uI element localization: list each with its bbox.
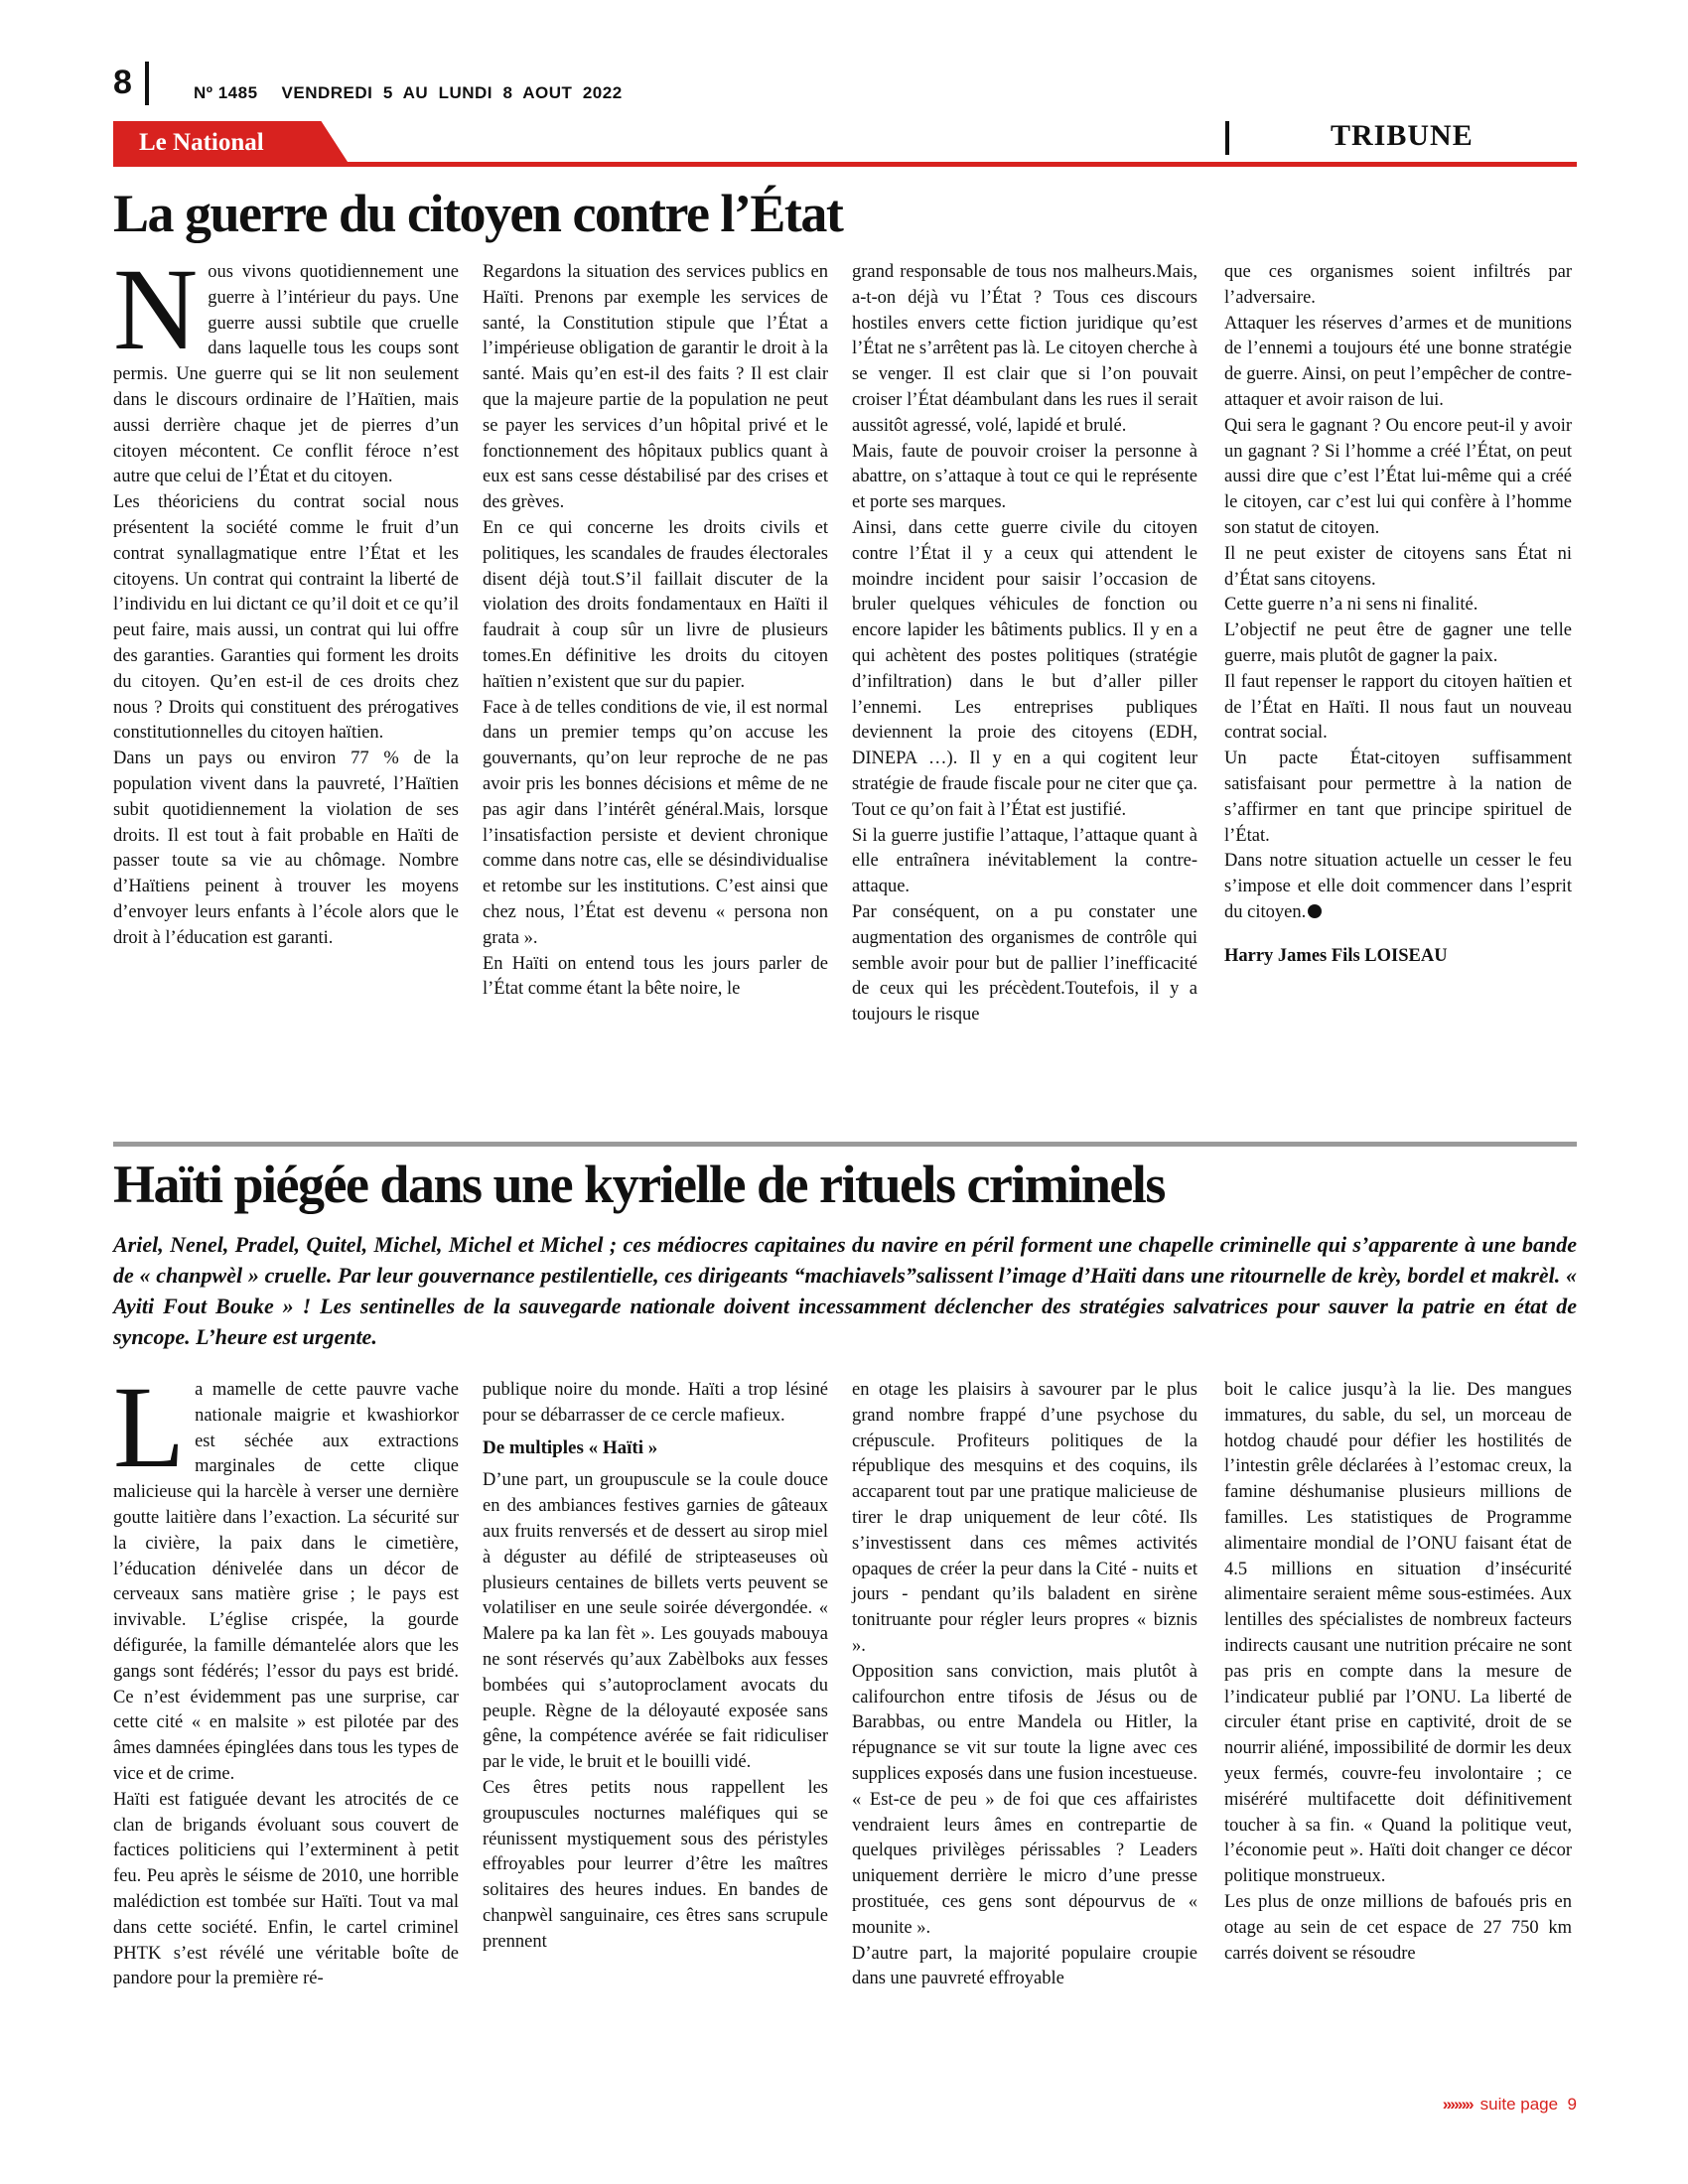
continuation-arrows-icon: »»»» bbox=[1442, 2095, 1473, 2114]
subheading: De multiples « Haïti » bbox=[483, 1436, 658, 1458]
paragraph: Un pacte État-citoyen suffisamment satisfaisant pour permettre à la nation de s’affirmer en tant que principe spirituel de l’État. bbox=[1224, 749, 1572, 846]
paragraph: Il faut repenser le rapport du citoyen haïtien et de l’État en Haïti. Il nous faut un nouveau contrat social. bbox=[1224, 671, 1572, 744]
paragraph: Qui sera le gagnant ? Ou encore peut-il y avoir un gagnant ? Si l’homme a créé l’État, on peut aussi dire que c’est l’État lui-même qui a créé le citoyen, car c’est lui qui confère à l’homme son statut de citoyen. bbox=[1224, 415, 1572, 538]
paragraph: Dans notre situation actuelle un cesser le feu s’impose et elle doit commencer dans l’esprit du citoyen. bbox=[1224, 851, 1572, 922]
article2-column-3 bbox=[852, 1378, 1197, 1992]
author-signature: Harry James Fils LOISEAU bbox=[1224, 945, 1448, 966]
drop-cap: L bbox=[113, 1362, 186, 1492]
section-divider bbox=[1225, 121, 1229, 155]
paragraph: Attaquer les réserves d’armes et de munitions de l’ennemi a toujours été une bonne stratégie de guerre. Ainsi, on peut l’empêcher de contre-attaquer et avoir raison de lui. bbox=[1224, 313, 1572, 410]
section-label: TRIBUNE bbox=[1331, 119, 1474, 152]
paragraph: D’une part, un groupuscule se la coule douce en des ambiances festives garnies de gâteaux aux fruits renversés et de dessert au sirop miel à déguster au défilé de stripteaseuses où plusieurs centaines de billets verts peuvent se volatiliser en une seule soirée dévergondée. « Malere pa ka lan fèt ». Les gouyads mabouya ne sont réservés qu’aux Zabèlboks aux fesses bombées qui s’autoproclament avocats du peuple. Règne de la déloyauté exposée sans gêne, la compétence avérée se fait ridiculiser par le vide, le bruit et le bouilli vidé. bbox=[483, 1470, 828, 1773]
article1-column-4 bbox=[1224, 260, 1572, 970]
paragraph: La mamelle de cette pauvre vache nationale maigrie et kwashiorkor est séchée aux extractions marginales de cette clique malicieuse qui la harcèle à verser une dernière goutte laitière dans l’exaction. La sécurité sur la civière, la paix dans le cimetière, l’éducation dénivelée dans un décor de cerveaux sans matière grise ; le pays est invivable. L’église crispée, la gourde défigurée, la famille démantelée alors que les gangs sont fédérés; l’essor du pays est bridé. Ce n’est évidemment pas une surprise, car cette cité « en malsite » est pilotée par des âmes damnées épinglées dans tous les types de vice et de crime. bbox=[113, 1362, 459, 1784]
continuation-page: 9 bbox=[1567, 2095, 1577, 2114]
paragraph: Cette guerre n’a ni sens ni finalité. bbox=[1224, 595, 1478, 615]
article-title: Haïti piégée dans une kyrielle de rituels criminels bbox=[113, 1155, 1165, 1214]
paragraph: Il ne peut exister de citoyens sans État ni d’État sans citoyens. bbox=[1224, 543, 1572, 590]
end-of-article-icon bbox=[1308, 904, 1322, 918]
article2-column-2 bbox=[483, 1378, 828, 1956]
paragraph: Les plus de onze millions de bafoués pris en otage au sein de cet espace de 27 750 km carrés doivent se résoudre bbox=[1224, 1891, 1572, 1964]
paragraph: En ce qui concerne les droits civils et politiques, les scandales de fraudes électorales disent déjà tout.S’il faillait discuter de la violation des droits fondamentaux en Haïti il faudrait à coup sûr un livre de plusieurs tomes.En définitive les droits du citoyen haïtien n’existent que sur du papier. bbox=[483, 517, 828, 692]
article-title: La guerre du citoyen contre l’État bbox=[113, 184, 843, 243]
article-lead: Ariel, Nenel, Pradel, Quitel, Michel, Michel et Michel ; ces médiocres capitaines du navire en péril forment une chapelle criminelle qui s’apparente à une bande de « chanpwèl » cruelle. Par leur gouvernance pestilentielle, ces dirigeants “machiavels”salissent l’image d’Haïti dans une ritournelle de krèy, bordel et makrèl. « Ayiti Fout Bouke » ! Les sentinelles de la sauvegarde nationale doivent incessamment déclencher des stratégies salvatrices pour sauver la patrie en état de syncope. L’heure est urgente. bbox=[113, 1232, 1577, 1349]
paragraph: Si la guerre justifie l’attaque, l’attaque quant à elle entraînera inévitablement la contre-attaque. bbox=[852, 825, 1197, 897]
paragraph: boit le calice jusqu’à la lie. Des mangues immatures, du sable, du sel, un morceau de hotdog chaudé pour défier les hostilités de l’intestin grêle déclarées à l’estomac creux, la famine déshumanise plusieurs millions de familles. Les statistiques de Programme alimentaire mondial de l’ONU faisant état de 4.5 millions en situation d’insécurité alimentaire seraient même sous-estimées. Aux lentilles des spécialistes de nombreux facteurs indirects causant une nutrition précaire ne sont pas pris en compte dans la mesure de l’indicateur publié par l’ONU. La liberté de circuler étant prise en captivité, droit de se nourrir aliéné, impossibilité de dormir les deux yeux fermés, couvre-feu involontaire ; ce miséréré multifacette doit définitivement toucher à sa fin. « Quand la politique veut, l’économie peut ». Haïti doit changer ce décor politique monstrueux. bbox=[1224, 1380, 1572, 1887]
paragraph: Haïti est fatiguée devant les atrocités de ce clan de brigands évoluant sous couvert de factices politiciens qui l’exterminent à petit feu. Peu après le séisme de 2010, une horrible malédiction est tombée sur Haïti. Tout va mal dans cette société. Enfin, le cartel criminel PHTK s’est révélé une véritable boîte de pandore pour la première ré- bbox=[113, 1789, 459, 1989]
paragraph: Regardons la situation des services publics en Haïti. Prenons par exemple les services de santé, la Constitution stipule que l’État a l’impérieuse obligation de garantir le droit à la santé. Mais qu’en est-il des faits ? Il est clair que la majeure partie de la population ne peut se payer les services d’un hôpital privé et le fonctionnement des hôpitaux publics quant à eux est sans cesse déstabilisé par des crises et des grèves. bbox=[483, 262, 828, 513]
paragraph: L’objectif ne peut être de gagner une telle guerre, mais plutôt de gagner la paix. bbox=[1224, 620, 1572, 666]
paragraph: en otage les plaisirs à savourer par le plus grand nombre frappé d’une psychose du crépuscule. Profiteurs politiques de la république des mesquins et des coquins, ils accaparent tout par une pratique malicieuse de tirer le drap uniquement de leur côté. Ils s’investissent dans ces mêmes activités opaques de créer la peur dans la Cité - nuits et jours - pendant qu’ils baladent en sirène tonitruante pour régler leurs propres « biznis ». bbox=[852, 1380, 1197, 1656]
issue-date: VENDREDI 5 AU LUNDI 8 AOUT 2022 bbox=[281, 83, 623, 102]
paragraph: publique noire du monde. Haïti a trop lésiné pour se débarrasser de ce cercle mafieux. bbox=[483, 1380, 828, 1426]
issue-date-line bbox=[194, 83, 646, 103]
paragraph: Mais, faute de pouvoir croiser la personne à abattre, on s’attaque à tout ce qui le représente et porte ses marques. bbox=[852, 441, 1197, 513]
article1-column-3 bbox=[852, 260, 1197, 1028]
paragraph: Les théoriciens du contrat social nous présentent la société comme le fruit d’un contrat synallagmatique entre l’État et les citoyens. Un contrat qui contraint la liberté de l’individu en lui dictant ce qu’il doit et ce qu’il peut faire, mais aussi, un contrat qui lui offre des garanties. Garanties qui forment les droits du citoyen. Qu’en est-il de ces droits chez nous ? Droits qui constituent des prérogatives constitutionnelles du citoyen haïtien. bbox=[113, 492, 459, 744]
paragraph: Face à de telles conditions de vie, il est normal dans un premier temps qu’on accuse les gouvernants, qu’on leur reproche de ne pas avoir pris les bonnes décisions et même de ne pas agir dans l’intérêt général.Mais, lorsque l’insatisfaction persiste et devient chronique comme dans notre cas, elle se désindividualise et retombe sur les institutions. C’est ainsi que chez nous, l’État est devenu « persona non grata ». bbox=[483, 697, 828, 948]
article1-column-2 bbox=[483, 260, 828, 1003]
header-rule bbox=[113, 162, 1577, 167]
paragraph: En Haïti on entend tous les jours parler de l’État comme étant la bête noire, le bbox=[483, 953, 828, 1000]
paragraph: Nous vivons quotidiennement une guerre à l’intérieur du pays. Une guerre aussi subtile que cruelle dans laquelle tous les coups sont permis. Une guerre qui se lit non seulement dans le discours ordinaire de l’Haïtien, mais aussi derrière chaque jet de pierres d’un citoyen mécontent. Ce conflit féroce n’est autre que celui de l’État et du citoyen. bbox=[113, 244, 459, 487]
paragraph: Ces êtres petits nous rappellent les groupuscules nocturnes maléfiques qui se réunissent mystiquement sous des péristyles effroyables pour leurrer d’être les maîtres solitaires des heures indues. En bandes de chanpwèl sanguinaire, ces êtres sans scrupule prennent bbox=[483, 1777, 828, 1952]
article2-column-1 bbox=[113, 1362, 459, 1992]
paragraph: Opposition sans conviction, mais plutôt à califourchon entre tifosis de Jésus ou de Barabbas, ou entre Mandela ou Hitler, la répugnance se vit sur toute la ligne avec ces supplices exposés dans une fusion incestueuse. « Est-ce de peu » de foi que ces affairistes vendraient leurs âmes en contrepartie de quelques privilèges périssables ? Leaders uniquement derrière le micro d’une presse prostituée, ces gens sont dépourvus de « mounite ». bbox=[852, 1661, 1197, 1938]
continuation-text: suite page bbox=[1479, 2095, 1559, 2114]
page-number: 8 bbox=[113, 64, 132, 101]
paragraph: D’autre part, la majorité populaire croupie dans une pauvreté effroyable bbox=[852, 1943, 1197, 1989]
article-separator bbox=[113, 1142, 1577, 1147]
paragraph: Dans un pays ou environ 77 % de la population vivent dans la pauvreté, l’Haïtien subit quotidiennement la violation de ses droits. Il est tout à fait probable en Haïti de passer toute sa vie au chômage. Nombre d’Haïtiens peinent à trouver les moyens d’envoyer leurs enfants à l’école alors que le droit à l’éducation est garanti. bbox=[113, 749, 459, 948]
article2-column-4 bbox=[1224, 1378, 1572, 1967]
continuation-link[interactable] bbox=[1370, 2095, 1577, 2115]
paragraph: Par conséquent, on a pu constater une augmentation des organismes de contrôle qui semble avoir pour but de pallier l’inefficacité de ceux qui les précèdent.Toutefois, il y a toujours le risque bbox=[852, 901, 1197, 1025]
page-number-divider bbox=[145, 62, 149, 105]
brand-name: Le National bbox=[139, 129, 264, 156]
issue-number: Nº 1485 bbox=[194, 83, 258, 102]
article1-column-1 bbox=[113, 244, 459, 952]
drop-cap: N bbox=[113, 244, 199, 374]
paragraph: que ces organismes soient infiltrés par l’adversaire. bbox=[1224, 262, 1572, 308]
paragraph: Ainsi, dans cette guerre civile du citoyen contre l’État il y a ceux qui attendent le moindre incident pour saisir l’occasion de bruler quelques véhicules de fonction ou encore lapider les bâtiments publics. Il y en a qui achètent des postes politiques (stratégie d’infiltration) dans le but d’aller piller l’ennemi. Les entreprises publiques deviennent la proie des citoyens (EDH, DINEPA …). Il y en a qui cogitent leur stratégie de fraude fiscale pour ne citer que ça. Tout ce qu’on fait à l’État est justifié. bbox=[852, 517, 1197, 820]
paragraph: grand responsable de tous nos malheurs.Mais, a-t-on déjà vu l’État ? Tous ces discours hostiles envers cette fiction juridique qu’est l’État ne s’arrêtent pas là. Le citoyen cherche à se venger. Il est clair que si l’on pouvait croiser l’État déambulant dans les rues il serait aussitôt agressé, volé, lapidé et brulé. bbox=[852, 262, 1197, 436]
